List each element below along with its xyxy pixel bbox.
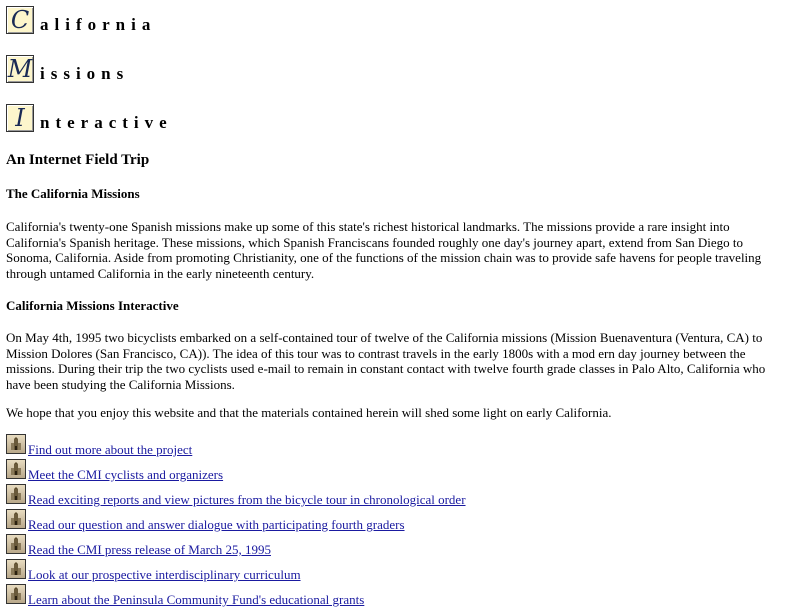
logo-word-missions: issions [40, 64, 130, 83]
logo-initial-m: M [7, 55, 33, 83]
mission-icon[interactable] [6, 509, 26, 529]
logo-initial-c: C [6, 6, 34, 34]
mission-icon[interactable] [6, 534, 26, 554]
nav-link[interactable]: Read the CMI press release of March 25, 1995 [28, 542, 271, 557]
section-title-missions: The California Missions [6, 186, 140, 201]
section-body-interactive: On May 4th, 1995 two bicyclists embarked on a self-contained tour of twelve of the California missions (Mission Buenaventura (Ventura, CA) to Mission Dolores (San Francisco, CA)). The idea of this tour was to contrast travels in the early 1800s with a mod ern day journey between the missions. During their trip the two cyclists used e-mail to remain in constant contact with twelve fourth grade classes in Palo Alto, California who have been studying the California Missions. [6, 330, 766, 392]
section-body-missions: California's twenty-one Spanish missions make up some of this state's richest historical landmarks. The missions provide a rare insight into California's Spanish heritage. These missions, which Spanish Franciscans founded roughly one day's journey apart, extend from San Diego to Sonoma, California. Aside from promoting Christianity, one of the functions of the mission chain was to provide safe havens for people traveling through untamed California in the early nineteenth century. [6, 219, 762, 281]
logo-word-interactive: nteractive [40, 113, 173, 132]
nav-link[interactable]: Learn about the Peninsula Community Fund's educational grants [28, 592, 365, 607]
nav-link[interactable]: Meet the CMI cyclists and organizers [28, 467, 224, 482]
nav-link[interactable]: Read our question and answer dialogue with participating fourth graders [28, 517, 405, 532]
mission-icon[interactable] [6, 434, 26, 454]
closing-paragraph: We hope that you enjoy this website and that the materials contained herein will shed some light on early California. [6, 405, 612, 420]
logo-initial-i: I [6, 104, 34, 132]
nav-link[interactable]: Read exciting reports and view pictures from the bicycle tour in chronological order [28, 492, 466, 507]
mission-icon[interactable] [6, 559, 26, 579]
logo-word-california: alifornia [40, 15, 157, 34]
section-title-interactive: California Missions Interactive [6, 298, 179, 313]
nav-link[interactable]: Find out more about the project [28, 442, 193, 457]
mission-icon[interactable] [6, 584, 26, 604]
mission-icon[interactable] [6, 459, 26, 479]
mission-icon[interactable] [6, 484, 26, 504]
nav-link[interactable]: Look at our prospective interdisciplinary curriculum [28, 567, 301, 582]
page-subtitle: An Internet Field Trip [6, 152, 150, 168]
